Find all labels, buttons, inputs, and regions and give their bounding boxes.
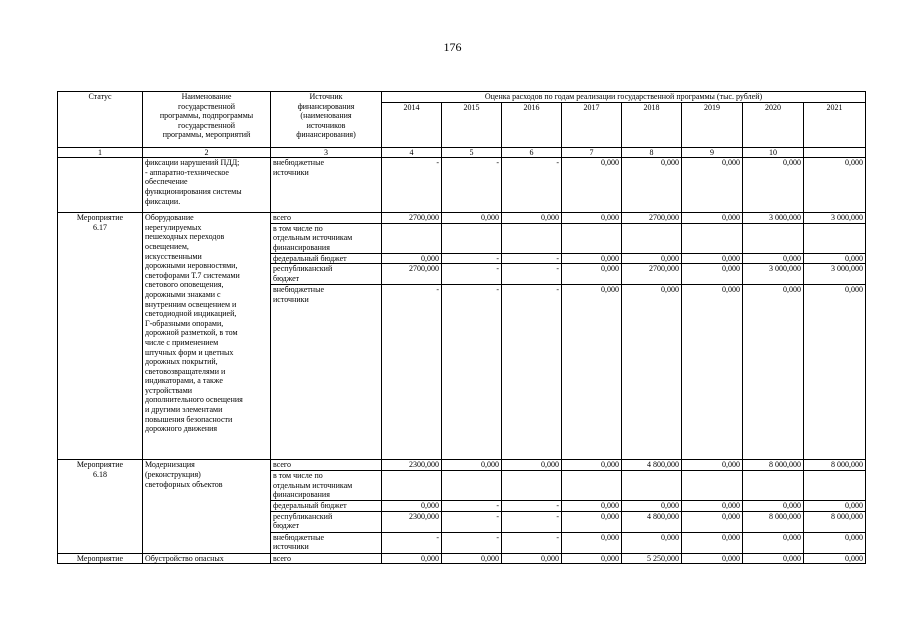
column-number-row [58,147,866,158]
value-cell: 0,000 [682,253,743,264]
value-cell: 0,000 [682,553,743,564]
value-cell: 0,000 [682,460,743,471]
value-cell [682,470,743,500]
value-cell: 2300,000 [382,460,442,471]
value-cell: 0,000 [382,553,442,564]
value-cell: 5 250,000 [622,553,682,564]
value-cell: 0,000 [682,500,743,511]
value-cell: - [442,264,502,285]
source-cell: внебюджетные источники [271,158,382,213]
value-cell: - [442,511,502,532]
value-cell: 0,000 [502,553,562,564]
value-cell: - [442,158,502,213]
value-cell: 0,000 [562,553,622,564]
value-cell: 0,000 [804,532,866,553]
source-cell: всего [271,553,382,564]
value-cell: 0,000 [804,253,866,264]
value-cell: - [442,285,502,460]
value-cell: - [502,532,562,553]
value-cell: 0,000 [562,532,622,553]
status-cell: Мероприятие [58,553,143,564]
column-number: 6 [502,147,562,158]
value-cell: 0,000 [682,285,743,460]
value-cell: - [502,253,562,264]
column-number: 5 [442,147,502,158]
value-cell: 0,000 [562,158,622,213]
value-cell: - [442,253,502,264]
value-cell [743,470,804,500]
value-cell: 0,000 [562,285,622,460]
value-cell: 4 800,000 [622,460,682,471]
value-cell: - [502,264,562,285]
value-cell: 0,000 [562,264,622,285]
value-cell: - [502,285,562,460]
value-cell: - [502,511,562,532]
value-cell: 8 000,000 [743,511,804,532]
value-cell: - [502,158,562,213]
value-cell: 0,000 [804,285,866,460]
status-cell [58,158,143,213]
value-cell: 3 000,000 [743,213,804,224]
measure-name-cell: Обустройство опасных [143,553,271,564]
value-cell [622,223,682,253]
value-cell: 0,000 [562,460,622,471]
header-row [58,92,866,103]
value-cell: 0,000 [442,553,502,564]
header-year: 2016 [502,102,562,147]
column-number: 3 [271,147,382,158]
value-cell: - [502,500,562,511]
header-year: 2014 [382,102,442,147]
value-cell: 2700,000 [622,264,682,285]
value-cell: 0,000 [562,511,622,532]
value-cell: 2700,000 [382,213,442,224]
column-number: 1 [58,147,143,158]
value-cell: 0,000 [622,253,682,264]
measure-name-cell: фиксации нарушений ПДД; - аппаратно-техническое обеспечение функционирования системы фиксации. [143,158,271,213]
column-number: 8 [622,147,682,158]
table-row [58,213,866,224]
value-cell: 0,000 [562,500,622,511]
column-number: 10 [743,147,804,158]
value-cell: 0,000 [622,500,682,511]
status-cell: Мероприятие 6.18 [58,460,143,553]
table-row [58,158,866,213]
column-number [804,147,866,158]
value-cell: 0,000 [442,460,502,471]
column-number: 7 [562,147,622,158]
value-cell [502,470,562,500]
source-cell: федеральный бюджет [271,253,382,264]
value-cell: 0,000 [743,285,804,460]
value-cell: 0,000 [682,158,743,213]
value-cell: 0,000 [804,158,866,213]
header-year: 2017 [562,102,622,147]
value-cell: 2700,000 [622,213,682,224]
value-cell: 0,000 [562,213,622,224]
value-cell: 0,000 [743,500,804,511]
value-cell: 2700,000 [382,264,442,285]
value-cell: 0,000 [743,158,804,213]
header-year: 2021 [804,102,866,147]
value-cell [682,223,743,253]
column-number: 9 [682,147,743,158]
source-cell: республиканский бюджет [271,264,382,285]
source-cell: федеральный бюджет [271,500,382,511]
column-number: 2 [143,147,271,158]
source-cell: внебюджетные источники [271,285,382,460]
value-cell [622,470,682,500]
value-cell [562,223,622,253]
source-cell: в том числе по отдельным источникам финансирования [271,470,382,500]
source-cell: всего [271,460,382,471]
value-cell: 0,000 [804,500,866,511]
value-cell: 0,000 [562,253,622,264]
source-cell: внебюджетные источники [271,532,382,553]
measure-name-cell: Оборудование нерегулируемых пешеходных переходов освещением, искусственными дорожными неровностями, светофорами Т.7 системами светового оповещения, дорожными знаками с внутренним освещением и светодиодной индикацией, Г-образными опорами, дорожной разметкой, в том числе с применением штучных форм и цветных дорожных покрытий, световозвращателями и индикаторами, а также устройствами дополнительного освещения и другими элементами повышения безопасности дорожного движения [143,213,271,460]
value-cell: 0,000 [743,553,804,564]
value-cell: 8 000,000 [804,511,866,532]
value-cell: 0,000 [682,264,743,285]
value-cell: 8 000,000 [743,460,804,471]
status-cell: Мероприятие 6.17 [58,213,143,460]
table-row [58,553,866,564]
value-cell: - [382,532,442,553]
value-cell: 4 800,000 [622,511,682,532]
value-cell [382,223,442,253]
value-cell [804,470,866,500]
value-cell: 0,000 [382,500,442,511]
value-cell: 0,000 [502,460,562,471]
value-cell: 0,000 [502,213,562,224]
header-year: 2015 [442,102,502,147]
value-cell: 0,000 [682,532,743,553]
value-cell [562,470,622,500]
source-cell: республиканский бюджет [271,511,382,532]
value-cell: 3 000,000 [804,264,866,285]
value-cell: 0,000 [622,532,682,553]
value-cell: 0,000 [622,285,682,460]
header-name: Наименование государственной программы, подпрограммы государственной программы, мероприятий [143,92,271,148]
header-status: Статус [58,92,143,148]
value-cell [442,223,502,253]
column-number: 4 [382,147,442,158]
value-cell: 2300,000 [382,511,442,532]
value-cell: - [442,500,502,511]
value-cell [442,470,502,500]
header-year: 2018 [622,102,682,147]
page-number: 176 [443,40,462,54]
table-row [58,460,866,471]
value-cell [502,223,562,253]
value-cell: 8 000,000 [804,460,866,471]
value-cell: 3 000,000 [804,213,866,224]
value-cell [743,223,804,253]
value-cell: 0,000 [682,511,743,532]
value-cell: 0,000 [743,253,804,264]
value-cell: 0,000 [804,553,866,564]
value-cell: 3 000,000 [743,264,804,285]
value-cell [804,223,866,253]
value-cell: 0,000 [682,213,743,224]
value-cell: 0,000 [743,532,804,553]
value-cell [382,470,442,500]
measure-name-cell: Модернизация (реконструкция) светофорных объектов [143,460,271,553]
budget-table [57,91,866,564]
source-cell: в том числе по отдельным источникам финансирования [271,223,382,253]
source-cell: всего [271,213,382,224]
value-cell: 0,000 [442,213,502,224]
value-cell: - [382,158,442,213]
value-cell: 0,000 [622,158,682,213]
value-cell: 0,000 [382,253,442,264]
header-source: Источник финансирования (наименования источников финансирования) [271,92,382,148]
header-year: 2020 [743,102,804,147]
value-cell: - [382,285,442,460]
header-year: 2019 [682,102,743,147]
header-estimate: Оценка расходов по годам реализации государственной программы (тыс. рублей) [382,92,866,103]
value-cell: - [442,532,502,553]
